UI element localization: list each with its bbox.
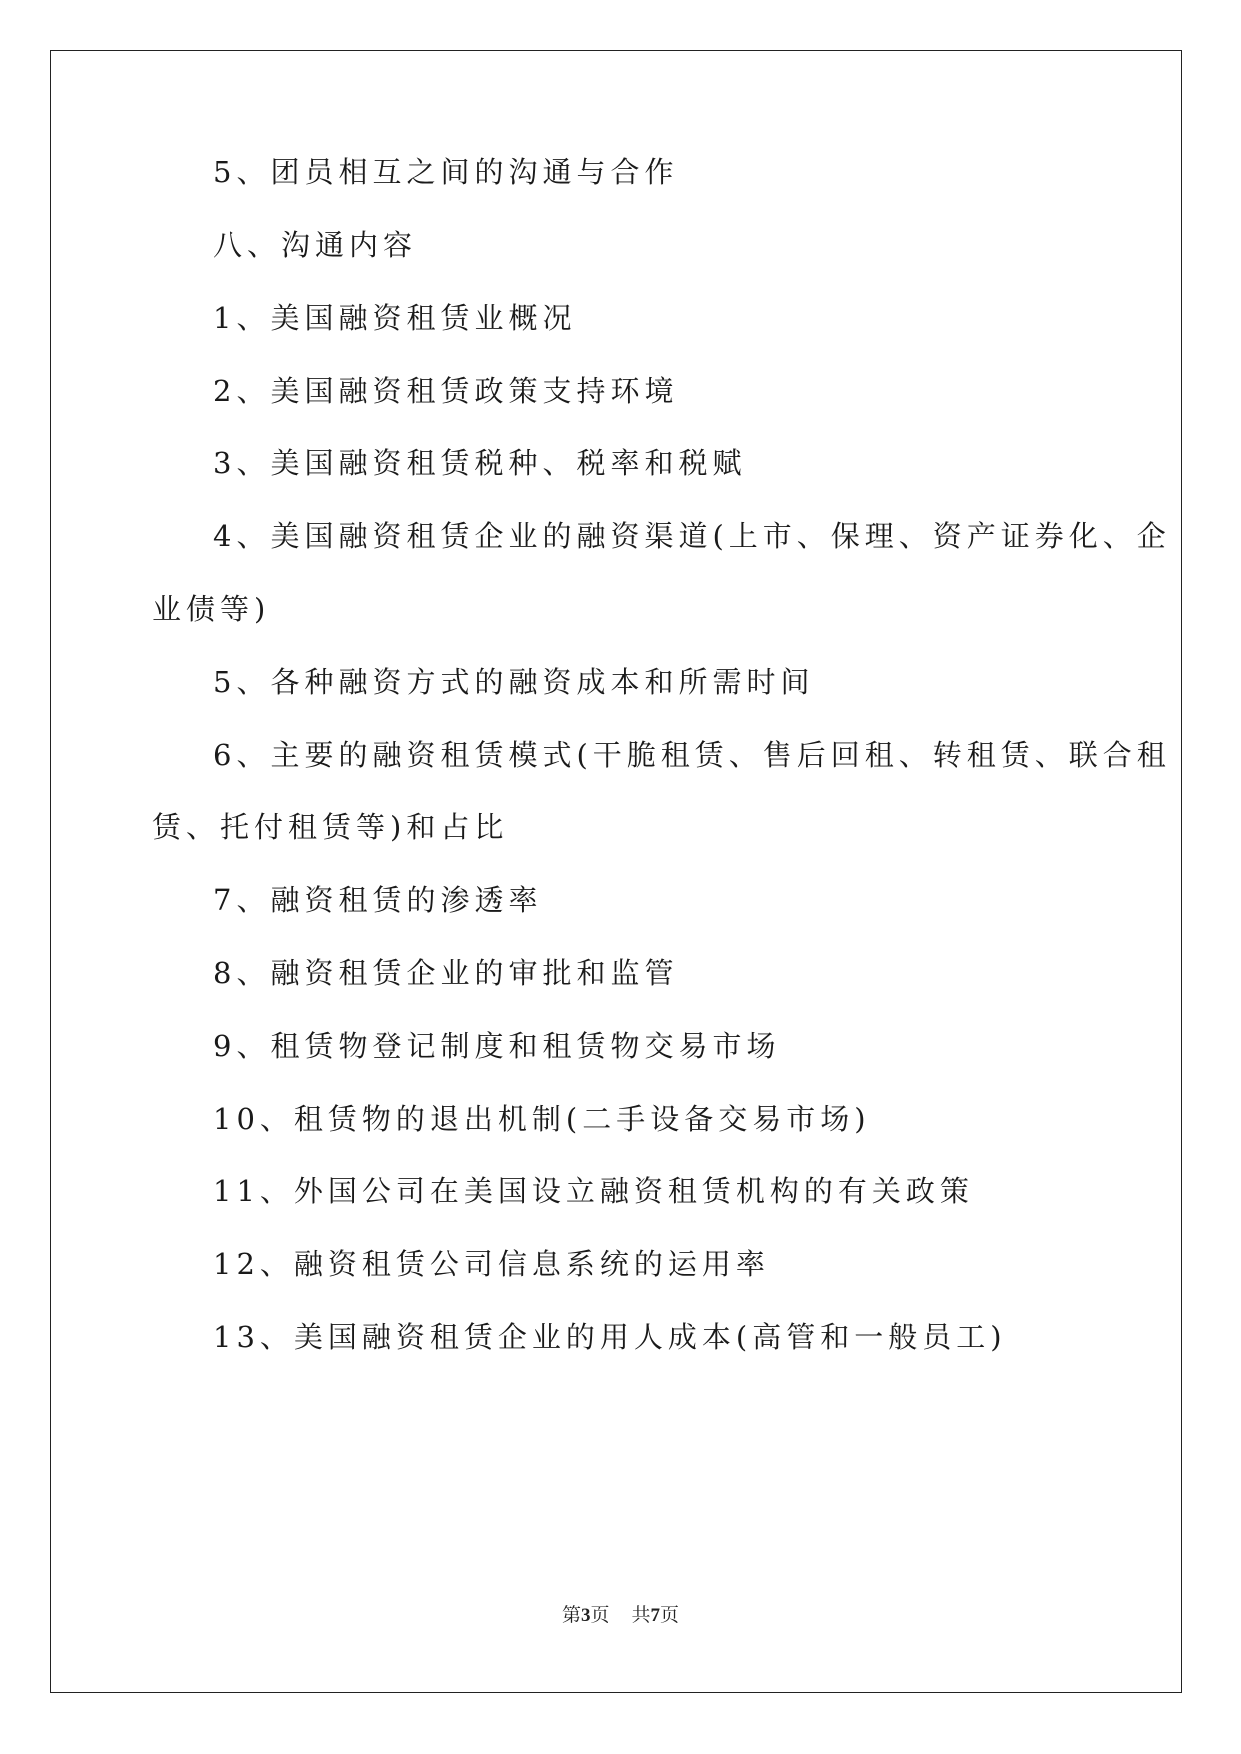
page-footer (0, 1600, 1241, 1627)
text-line: 2、美国融资租赁政策支持环境 (213, 374, 679, 408)
text-line: 8、融资租赁企业的审批和监管 (213, 956, 679, 990)
text-line: 12、融资租赁公司信息系统的运用率 (213, 1247, 770, 1281)
section-heading: 八、沟通内容 (213, 228, 418, 262)
text-line: 6、主要的融资租赁模式(干脆租赁、售后回租、转租赁、联合租 (213, 738, 1171, 772)
page-suffix: 页 (590, 1605, 610, 1626)
page-total: 7 (650, 1605, 661, 1626)
text-line: 3、美国融资租赁税种、税率和税赋 (213, 446, 747, 480)
text-line-continuation: 赁、托付租赁等)和占比 (152, 810, 509, 844)
total-suffix: 页 (660, 1605, 680, 1626)
text-line: 1、美国融资租赁业概况 (213, 301, 577, 335)
text-line: 13、美国融资租赁企业的用人成本(高管和一般员工) (213, 1320, 1007, 1354)
text-line: 7、融资租赁的渗透率 (213, 883, 543, 917)
text-line: 5、各种融资方式的融资成本和所需时间 (213, 665, 815, 699)
text-line: 4、美国融资租赁企业的融资渠道(上市、保理、资产证券化、企 (213, 519, 1171, 553)
text-line: 10、租赁物的退出机制(二手设备交易市场) (213, 1102, 871, 1136)
text-line-continuation: 业债等) (152, 592, 271, 626)
total-prefix: 共 (631, 1605, 651, 1626)
page-border (50, 50, 1182, 1693)
page-prefix: 第 (561, 1605, 581, 1626)
text-line: 5、团员相互之间的沟通与合作 (213, 155, 679, 189)
page-number: 3 (580, 1605, 591, 1626)
text-line: 9、租赁物登记制度和租赁物交易市场 (213, 1029, 781, 1063)
text-line: 11、外国公司在美国设立融资租赁机构的有关政策 (213, 1174, 974, 1208)
